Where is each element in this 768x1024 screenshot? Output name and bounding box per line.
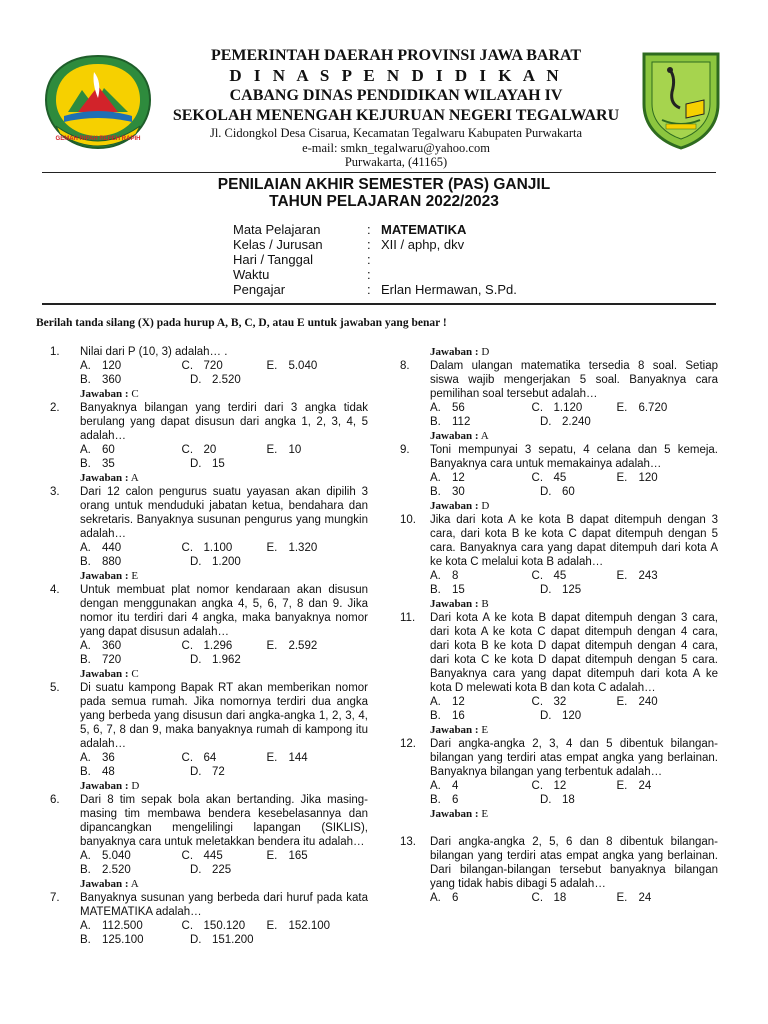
option-letter: A.	[80, 444, 91, 456]
option-letter: C.	[531, 472, 544, 484]
option-value: 125	[562, 584, 582, 596]
option-value: 5.040	[102, 850, 131, 862]
school-email: e-mail: smkn_tegalwaru@yahoo.com	[302, 140, 490, 155]
info-value-class: XII / aphp, dkv	[381, 237, 465, 252]
option-letter: B.	[80, 458, 91, 470]
answer-value: B	[481, 598, 489, 610]
option-letter: E.	[266, 640, 278, 652]
option-value: 165	[288, 850, 308, 862]
option-value: 243	[638, 570, 658, 582]
letterhead-text	[160, 46, 632, 170]
question-number: 7.	[50, 892, 60, 904]
option-letter: E.	[616, 780, 628, 792]
school-shield-logo	[640, 48, 722, 152]
info-value-teacher: Erlan Hermawan, S.Pd.	[381, 282, 517, 297]
question-text: Banyaknya susunan yang berbeda dari huruf pada kata MATEMATIKA adalah…	[80, 892, 368, 918]
option-value: 1.296	[203, 640, 233, 652]
question-number: 5.	[50, 682, 60, 694]
option-letter: D.	[190, 374, 202, 386]
option-letter: E.	[266, 920, 278, 932]
question-text: Banyaknya bilangan yang terdiri dari 3 angka tidak berulang yang dapat disusun dari angka 1, 2, 3, 4, 5 adalah…	[80, 402, 368, 442]
option-letter: C.	[181, 640, 194, 652]
option-value: 48	[102, 766, 115, 778]
info-label: Kelas / Jurusan	[233, 237, 323, 252]
option-letter: B.	[80, 934, 91, 946]
answer-key: Jawaban : D	[430, 500, 490, 512]
option-value: 6	[452, 892, 459, 904]
option-value: 10	[288, 444, 302, 456]
option-value: 12	[452, 696, 465, 708]
option-letter: C.	[181, 920, 194, 932]
answer-key: Jawaban : E	[430, 808, 489, 820]
question-number: 12.	[400, 738, 416, 750]
option-value: 36	[102, 752, 115, 764]
option-value: 225	[212, 864, 232, 876]
option-letter: D.	[190, 458, 202, 470]
answer-key: Jawaban : A	[430, 430, 489, 442]
question-text: Untuk membuat plat nomor kendaraan akan disusun dengan menggunakan angka 4, 5, 6, 7, 8 dan 9. Jika nomor itu terdiri dari 4 angka, maka banyaknya nomor yang dapat disusun adalah…	[80, 584, 368, 638]
option-letter: E.	[616, 570, 628, 582]
option-letter: B.	[430, 584, 441, 596]
exam-title-line1: PENILAIAN AKHIR SEMESTER (PAS) GANJIL	[217, 176, 551, 193]
question-number: 11.	[400, 612, 416, 624]
option-value: 18	[562, 794, 575, 806]
option-value: 72	[212, 766, 225, 778]
option-value: 240	[638, 696, 658, 708]
question-text: Dari angka-angka 2, 3, 4 dan 5 dibentuk bilangan-bilangan yang terdiri atas empat angka yang berlainan. Banyaknya bilangan yang terbentuk adalah…	[430, 738, 718, 778]
option-letter: C.	[531, 892, 544, 904]
option-letter: E.	[616, 892, 628, 904]
answer-value: C	[131, 388, 139, 400]
option-value: 112	[452, 416, 471, 428]
info-value-time	[381, 267, 713, 282]
option-value: 2.520	[102, 864, 131, 876]
option-letter: A.	[430, 472, 441, 484]
option-letter: C.	[181, 752, 194, 764]
exam-info-table	[233, 222, 713, 297]
answer-key: Jawaban : A	[80, 878, 139, 890]
question-number: 8.	[400, 360, 410, 372]
option-value: 60	[562, 486, 575, 498]
option-value: 24	[638, 892, 652, 904]
option-letter: E.	[616, 472, 628, 484]
option-value: 151.200	[212, 934, 254, 946]
option-value: 12	[553, 780, 567, 792]
question-number: 4.	[50, 584, 60, 596]
option-value: 1.120	[553, 402, 583, 414]
option-value: 16	[452, 710, 465, 722]
option-value: 64	[203, 752, 217, 764]
option-letter: D.	[190, 556, 202, 568]
option-letter: A.	[80, 752, 91, 764]
option-letter: C.	[531, 402, 544, 414]
info-label: Pengajar	[233, 282, 286, 297]
option-value: 5.040	[288, 360, 318, 372]
option-letter: C.	[181, 542, 194, 554]
question-text: Dari 12 calon pengurus suatu yayasan akan dipilih 3 orang untuk menduduki jabatan ketua, bendahara dan sekretaris. Banyaknya susunan pengurus yang mungkin adalah…	[80, 486, 368, 540]
branch-name: CABANG DINAS PENDIDIKAN WILAYAH IV	[229, 87, 563, 104]
option-value: 2.520	[212, 374, 241, 386]
question-4	[50, 583, 368, 681]
option-value: 32	[553, 696, 567, 708]
question-1	[50, 345, 368, 401]
option-letter: E.	[266, 542, 278, 554]
answer-value: D	[131, 780, 140, 792]
option-letter: E.	[266, 850, 278, 862]
answer-key: Jawaban : C	[80, 388, 139, 400]
option-letter: B.	[80, 556, 91, 568]
question-7	[50, 891, 368, 947]
option-value: 6.720	[638, 402, 668, 414]
question-number: 1.	[50, 346, 60, 358]
option-letter: E.	[616, 696, 628, 708]
option-letter: E.	[266, 444, 278, 456]
info-label: Waktu	[233, 267, 270, 282]
option-value: 120	[562, 710, 582, 722]
option-letter: A.	[430, 570, 441, 582]
answer-value: E	[131, 570, 139, 582]
option-value: 1.200	[212, 556, 241, 568]
option-value: 56	[452, 402, 465, 414]
school-address: Jl. Cidongkol Desa Cisarua, Kecamatan Tegalwaru Kabupaten Purwakarta	[209, 126, 583, 140]
answer-value: D	[481, 346, 490, 358]
answer-value: A	[480, 430, 489, 442]
option-value: 880	[102, 556, 122, 568]
option-letter: D.	[190, 766, 202, 778]
question-9	[400, 443, 718, 513]
question-12	[400, 737, 718, 821]
option-letter: C.	[531, 780, 544, 792]
option-letter: D.	[540, 794, 552, 806]
answer-key: Jawaban : E	[80, 570, 139, 582]
option-letter: B.	[430, 794, 441, 806]
option-value: 360	[102, 640, 122, 652]
left-logo-motto: GEMAH RIPAH REPEH RAPIH	[55, 136, 141, 142]
info-label: Hari / Tanggal	[233, 252, 313, 267]
question-number: 3.	[50, 486, 60, 498]
answer-key: Jawaban : D	[80, 780, 140, 792]
option-letter: A.	[80, 360, 91, 372]
option-value: 45	[553, 570, 567, 582]
option-letter: B.	[430, 486, 441, 498]
option-letter: A.	[80, 640, 91, 652]
option-letter: A.	[80, 850, 91, 862]
option-letter: A.	[430, 402, 441, 414]
option-value: 12	[452, 472, 465, 484]
question-2	[50, 401, 368, 485]
option-value: 152.100	[288, 920, 331, 932]
info-value-subject: MATEMATIKA	[381, 222, 467, 237]
option-value: 6	[452, 794, 459, 806]
question-13	[400, 835, 718, 905]
option-value: 1.100	[203, 542, 233, 554]
option-letter: C.	[181, 850, 194, 862]
option-value: 445	[203, 850, 223, 862]
letterhead-divider	[42, 172, 716, 173]
option-letter: C.	[181, 360, 194, 372]
option-value: 15	[452, 584, 465, 596]
answer-value: C	[131, 668, 139, 680]
option-value: 440	[102, 542, 122, 554]
answer-value: D	[481, 500, 490, 512]
info-value-date	[381, 252, 713, 267]
question-11	[400, 611, 718, 737]
option-letter: D.	[540, 416, 552, 428]
question-3	[50, 485, 368, 583]
option-letter: A.	[430, 696, 441, 708]
option-letter: D.	[540, 710, 552, 722]
question-number: 2.	[50, 402, 60, 414]
answer-value: E	[481, 724, 489, 736]
option-value: 24	[638, 780, 652, 792]
option-letter: E.	[266, 360, 278, 372]
question-number: 6.	[50, 794, 60, 806]
option-letter: B.	[430, 710, 441, 722]
exam-title	[0, 176, 768, 210]
option-value: 35	[102, 458, 115, 470]
option-value: 18	[553, 892, 567, 904]
option-letter: C.	[531, 570, 544, 582]
option-letter: D.	[190, 654, 202, 666]
option-letter: B.	[80, 766, 91, 778]
question-number: 9.	[400, 444, 410, 456]
answer-key: Jawaban : C	[80, 668, 139, 680]
question-number: 10.	[400, 514, 416, 526]
option-letter: A.	[430, 780, 441, 792]
option-value: 30	[452, 486, 465, 498]
question-text: Jika dari kota A ke kota B dapat ditempuh dengan 3 cara, dari kota B ke kota C dapat ditempuh dengan 5 cara. Banyaknya cara yang dapat ditempuh dari kota A ke kota C melalui kota B adalah…	[430, 514, 718, 568]
answer-key-question-7: Jawaban : D	[430, 346, 490, 358]
option-letter: D.	[540, 584, 552, 596]
question-text: Di suatu kampong Bapak RT akan memberikan nomor pada semua rumah. Jika nomornya terdiri dua angka yang berbeda yang disusun dari angka-angka 1, 2, 3, 4, 5, 6, 7, 8 dan 9, maka banyaknya rumah di kampong itu adalah…	[80, 682, 368, 750]
option-value: 112.500	[102, 920, 143, 932]
option-letter: B.	[80, 654, 91, 666]
question-text: Dari angka-angka 2, 5, 6 dan 8 dibentuk bilangan-bilangan yang terdiri atas empat angka yang berlainan. Dari bilangan-bilangan tersebut banyaknya bilangan yang tidak habis dibagi 5 adalah…	[430, 836, 718, 890]
answer-value: A	[130, 472, 139, 484]
option-value: 2.592	[288, 640, 318, 652]
option-value: 4	[452, 780, 459, 792]
option-value: 150.120	[203, 920, 246, 932]
questions-left-column	[50, 345, 368, 947]
option-letter: E.	[266, 752, 278, 764]
option-value: 720	[203, 360, 223, 372]
info-label: Mata Pelajaran	[233, 222, 321, 237]
option-value: 15	[212, 458, 225, 470]
school-name: SEKOLAH MENENGAH KEJURUAN NEGERI TEGALWARU	[172, 107, 620, 124]
question-text: Toni mempunyai 3 sepatu, 4 celana dan 5 kemeja. Banyaknya cara untuk memakainya adalah…	[430, 444, 718, 470]
info-row-subject: Mata Pelajaran : MATEMATIKA	[233, 222, 713, 237]
option-letter: A.	[80, 920, 91, 932]
option-value: 720	[102, 654, 122, 666]
option-value: 120	[638, 472, 658, 484]
answer-key: Jawaban : E	[430, 724, 489, 736]
answer-value: E	[481, 808, 489, 820]
question-text: Nilai dari P (10, 3) adalah… .	[80, 346, 228, 358]
option-letter: B.	[80, 374, 91, 386]
option-value: 45	[553, 472, 567, 484]
option-value: 20	[203, 444, 217, 456]
question-8	[400, 359, 718, 443]
answer-value: A	[130, 878, 139, 890]
info-row-class: Kelas / Jurusan : XII / aphp, dkv	[233, 237, 713, 252]
exam-title-line2: TAHUN PELAJARAN 2022/2023	[269, 193, 499, 210]
west-java-emblem-logo	[42, 52, 154, 152]
option-letter: D.	[190, 864, 202, 876]
letterhead	[0, 40, 768, 172]
answer-key: Jawaban : B	[430, 598, 489, 610]
department-name: D I N A S P E N D I D I K A N	[229, 66, 563, 85]
option-letter: D.	[190, 934, 202, 946]
option-value: 1.962	[212, 654, 241, 666]
info-row-teacher: Pengajar : Erlan Hermawan, S.Pd.	[233, 282, 713, 297]
option-letter: A.	[80, 542, 91, 554]
option-letter: E.	[616, 402, 628, 414]
option-value: 144	[288, 752, 308, 764]
option-value: 360	[102, 374, 122, 386]
option-letter: C.	[531, 696, 544, 708]
question-text: Dalam ulangan matematika tersedia 8 soal. Setiap siswa wajib mengerjakan 5 soal. Banyaknya cara pemilihan soal tersebut adalah…	[430, 360, 718, 400]
option-value: 1.320	[288, 542, 318, 554]
info-row-time: Waktu :	[233, 267, 713, 282]
question-number: 13.	[400, 836, 416, 848]
questions-right-column	[400, 345, 718, 905]
info-row-date: Hari / Tanggal :	[233, 252, 713, 267]
option-letter: C.	[181, 444, 194, 456]
option-value: 60	[102, 444, 115, 456]
question-text: Dari 8 tim sepak bola akan bertanding. Jika masing-masing tim membawa bendera kesebelasannya dan dipancangkan mengelilingi lapangan (SIKLIS), banyaknya cara untuk meletakkan bendera itu adalah…	[80, 794, 368, 848]
answer-key: Jawaban : A	[80, 472, 139, 484]
option-value: 2.240	[562, 416, 591, 428]
question-6	[50, 793, 368, 891]
question-5	[50, 681, 368, 793]
option-letter: B.	[80, 864, 91, 876]
option-letter: B.	[430, 416, 441, 428]
option-letter: A.	[430, 892, 441, 904]
option-value: 8	[452, 570, 459, 582]
question-text: Dari kota A ke kota B dapat ditempuh dengan 3 cara, dari kota A ke kota C dapat ditempuh dengan 4 cara, dari kota B ke kota D dapat ditempuh dengan 4 cara, dari kota C ke kota D dapat ditempuh dengan 5 cara. Banyaknya cara yang dapat ditempuh dari kota A ke kota D melewati kota B dan kota C adalah…	[430, 612, 718, 694]
option-letter: D.	[540, 486, 552, 498]
option-value: 125.100	[102, 934, 144, 946]
exam-instruction: Berilah tanda silang (X) pada hurup A, B, C, D, atau E untuk jawaban yang benar !	[36, 317, 447, 329]
header-divider	[42, 303, 716, 305]
question-10	[400, 513, 718, 611]
option-value: 120	[102, 360, 122, 372]
government-name: PEMERINTAH DAERAH PROVINSI JAWA BARAT	[210, 47, 582, 64]
school-city: Purwakarta, (41165)	[344, 155, 448, 169]
